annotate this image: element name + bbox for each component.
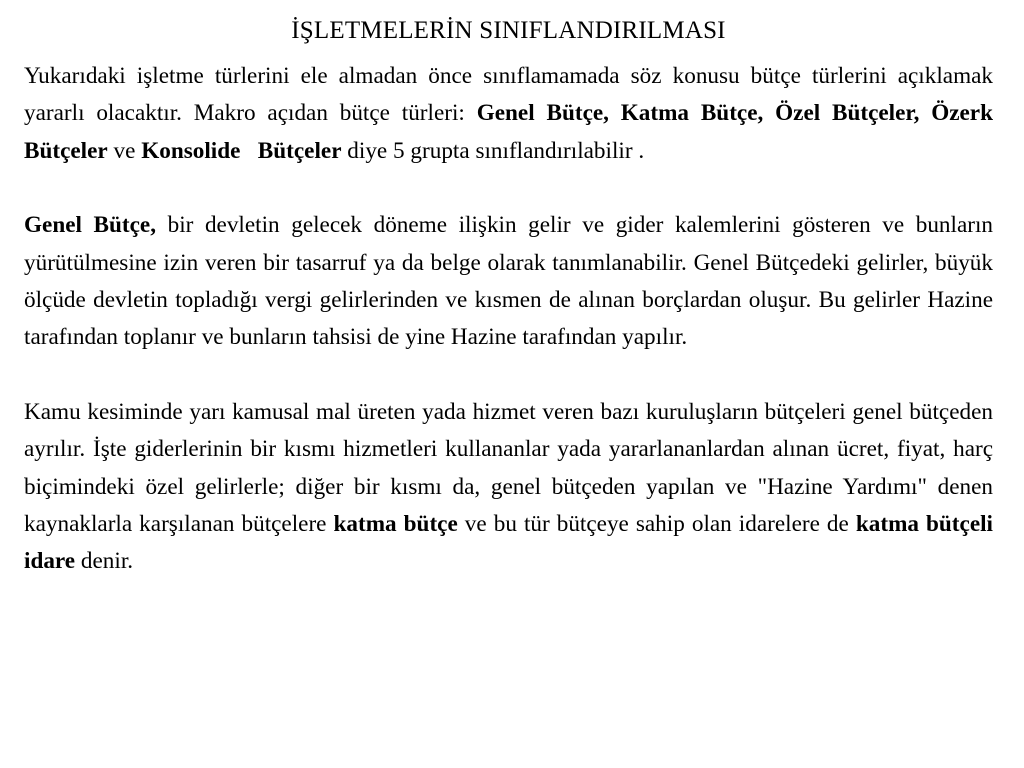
paragraph-text: Kamu kesiminde yarı kamusal mal üreten yada hizmet veren bazı kuruluşların bütçeleri genel bütçeden ayrılır. İşte giderlerinin bir kısmı hizmetleri kullananlar yada yararlananlardan alınan ücret, fiyat, harç biçimindeki özel gelirlerle; diğer bir kısmı da, genel bütçeden yapılan ve "Hazine Yardımı" denen kaynaklarla karşılanan bütçelere bbox=[24, 398, 993, 538]
paragraph-budget-types bbox=[24, 58, 993, 170]
bold-annexed-budget: katma bütçe bbox=[333, 511, 458, 538]
paragraph-text: Yukarıdaki işletme türlerini ele almadan önce sınıflamamada söz konusu bütçe türlerini açıklamak yararlı olacaktır. Makro açıdan bütçe türleri: bbox=[24, 63, 993, 127]
bold-annexed-budget-administration: katma bütçeli idare bbox=[24, 511, 993, 575]
bold-general-budget: Genel Bütçe, bbox=[24, 212, 157, 239]
paragraph-text: ve bbox=[107, 137, 142, 164]
paragraph-text: denir. bbox=[75, 548, 134, 575]
bold-consolidated-budgets: Konsolide Bütçeler bbox=[141, 137, 342, 164]
paragraph-text: bir devletin gelecek döneme ilişkin gelir ve gider kalemlerini gösteren ve bunların yürütülmesine izin veren bir tasarruf ya da belge olarak tanımlanabilir. Genel Bütçedeki gelirler, büyük ölçüde devletin topladığı vergi gelirlerinden ve kısmen de alınan borçlardan oluşur. Bu gelirler Hazine tarafından toplanır ve bunların tahsisi de yine Hazine tarafından yapılır. bbox=[24, 212, 994, 351]
bold-budget-types: Genel Bütçe, Katma Bütçe, Özel Bütçeler, Özerk Bütçeler bbox=[24, 100, 993, 164]
paragraph-general-budget bbox=[24, 207, 993, 357]
page-title: İŞLETMELERİN SINIFLANDIRILMASI bbox=[291, 17, 726, 44]
paragraph-annexed-budget bbox=[24, 394, 993, 581]
paragraph-text: diye 5 grupta sınıflandırılabilir . bbox=[341, 137, 645, 164]
paragraph-text: ve bu tür bütçeye sahip olan idarelere de bbox=[457, 511, 856, 538]
